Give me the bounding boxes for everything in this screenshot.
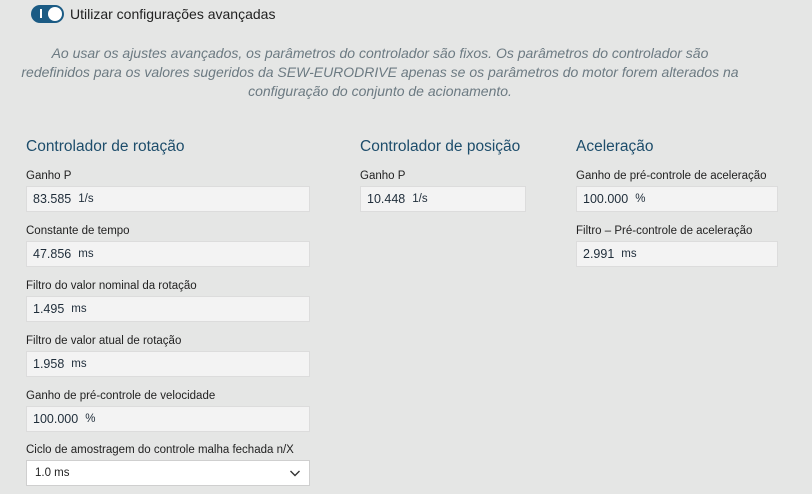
accel-feedforward-filter-field[interactable] [576, 241, 778, 267]
rotation-p-gain-unit: 1/s [78, 193, 94, 205]
speed-feedforward-label: Ganho de pré-controle de velocidade [26, 390, 216, 402]
rotation-p-gain-value: 83.585 [33, 192, 72, 206]
toggle-knob [48, 7, 62, 21]
sampling-cycle-select[interactable] [26, 460, 310, 486]
position-p-gain-unit: 1/s [412, 193, 428, 205]
sampling-cycle-label: Ciclo de amostragem do controle malha fechada n/X [26, 444, 294, 456]
speed-feedforward-field[interactable] [26, 406, 310, 432]
section-title-acceleration: Aceleração [576, 138, 654, 155]
rotation-p-gain-label: Ganho P [26, 170, 72, 182]
accel-feedforward-gain-unit: % [635, 193, 646, 205]
time-constant-unit: ms [78, 248, 94, 260]
accel-feedforward-filter-value: 2.991 [583, 247, 615, 261]
toggle-on-mark-icon [40, 9, 42, 18]
position-p-gain-label: Ganho P [360, 170, 406, 182]
advanced-settings-toggle[interactable] [31, 5, 64, 23]
accel-feedforward-gain-label: Ganho de pré-controle de aceleração [576, 170, 767, 182]
actual-filter-value: 1.958 [33, 357, 65, 371]
position-p-gain-value: 10.448 [367, 192, 406, 206]
chevron-down-icon [289, 467, 301, 479]
position-p-gain-field[interactable] [360, 186, 526, 212]
advanced-settings-label: Utilizar configurações avançadas [70, 6, 276, 22]
time-constant-value: 47.856 [33, 247, 72, 261]
actual-filter-field[interactable] [26, 351, 310, 377]
accel-feedforward-filter-label: Filtro – Pré-controle de aceleração [576, 225, 753, 237]
time-constant-label: Constante de tempo [26, 225, 130, 237]
speed-feedforward-value: 100.000 [33, 412, 79, 426]
info-text: Ao usar os ajustes avançados, os parâmetros do controlador são fixos. Os parâmetros do controlador são redefinidos para os valores sugeridos da SEW-EURODRIVE apenas se os parâmetros do motor forem alterados na configuração do conjunto de acionamento. [21, 45, 739, 99]
actual-filter-label: Filtro de valor atual de rotação [26, 335, 182, 347]
nominal-filter-label: Filtro do valor nominal da rotação [26, 280, 197, 292]
nominal-filter-field[interactable] [26, 296, 310, 322]
actual-filter-unit: ms [71, 358, 87, 370]
advanced-settings-toggle-row[interactable] [31, 5, 275, 23]
nominal-filter-value: 1.495 [33, 302, 65, 316]
accel-feedforward-gain-field[interactable] [576, 186, 778, 212]
sampling-cycle-selected: 1.0 ms [35, 467, 70, 479]
nominal-filter-unit: ms [71, 303, 87, 315]
rotation-p-gain-field[interactable] [26, 186, 310, 212]
accel-feedforward-filter-unit: ms [621, 248, 637, 260]
section-title-position: Controlador de posição [360, 138, 521, 155]
accel-feedforward-gain-value: 100.000 [583, 192, 629, 206]
speed-feedforward-unit: % [85, 413, 96, 425]
section-title-rotation: Controlador de rotação [26, 138, 185, 155]
time-constant-field[interactable] [26, 241, 310, 267]
